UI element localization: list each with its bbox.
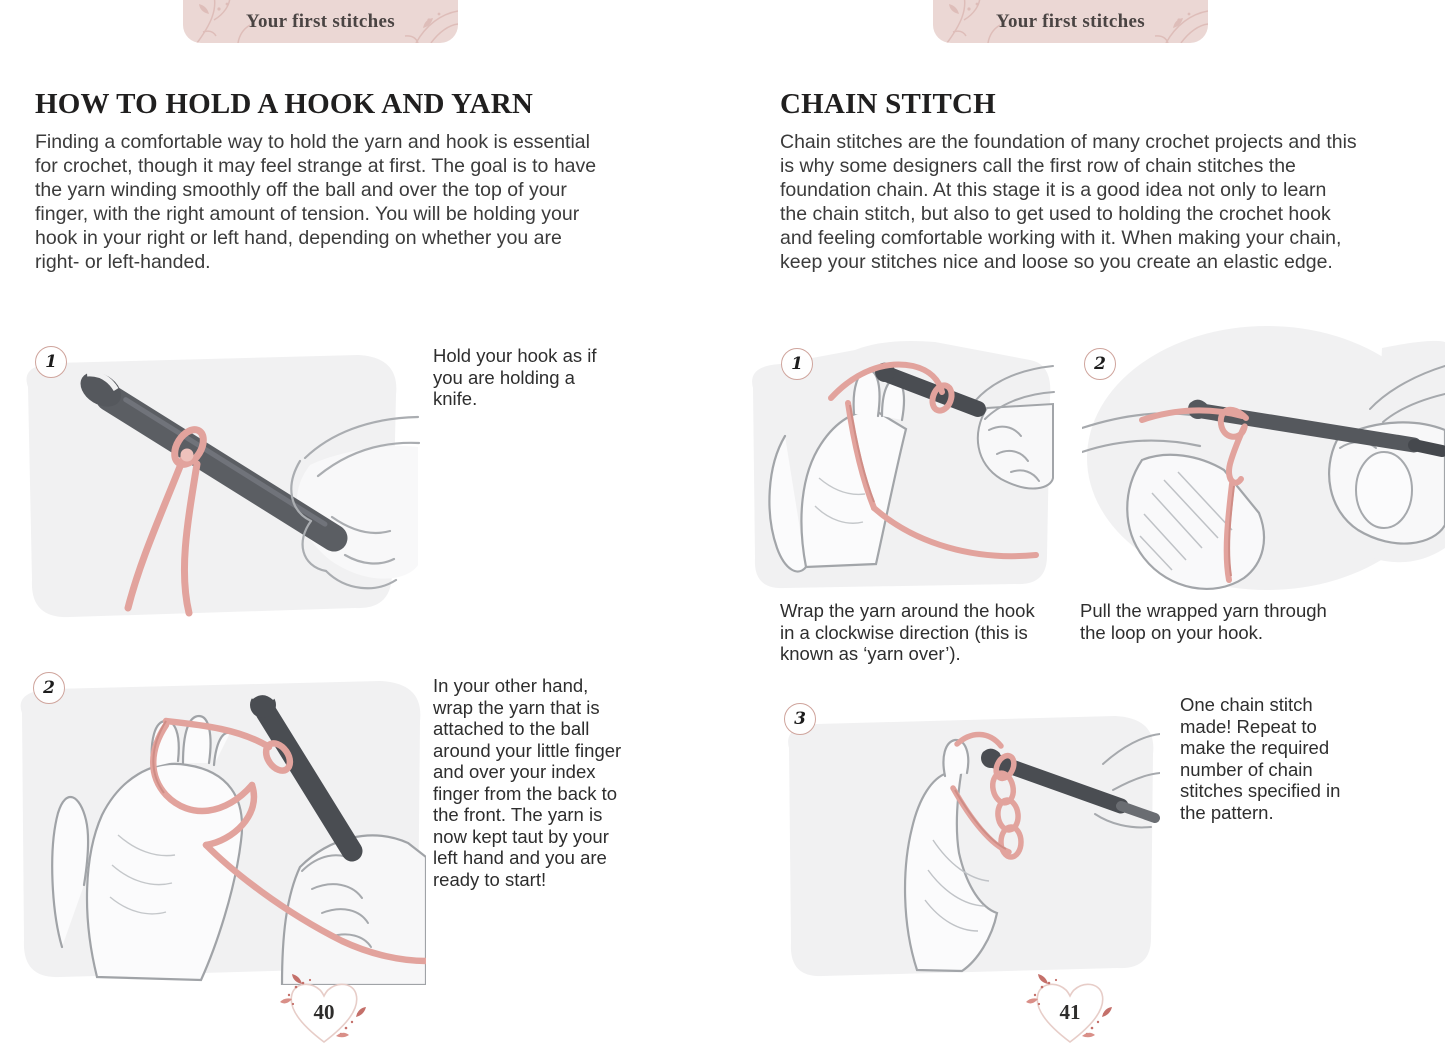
page-footer-left <box>268 970 380 1050</box>
section-tab-left <box>183 0 458 43</box>
page-footer-right <box>1014 970 1126 1050</box>
step-number: 1 <box>45 352 57 372</box>
section-tab-label: Your first stitches <box>996 11 1145 32</box>
step-badge <box>35 346 67 378</box>
step-caption: Pull the wrapped yarn through the loop on your hook. <box>1080 600 1327 643</box>
step-caption: One chain stitch made! Repeat to make the required number of chain stitches specified in the pattern. <box>1180 694 1341 823</box>
step-number: 1 <box>791 354 803 374</box>
step-caption: In your other hand, wrap the yarn that is attached to the ball around your little finger and over your index finger from the back to the front. The yarn is now kept taut by your left hand and you are ready to start! <box>433 675 622 890</box>
illustration-wrap-yarn-hand <box>0 655 426 985</box>
page-number: 40 <box>313 1000 335 1024</box>
section-tab-label: Your first stitches <box>246 11 395 32</box>
section-tab-right <box>933 0 1208 43</box>
step-number: 2 <box>43 678 55 698</box>
step-number: 2 <box>1094 354 1106 374</box>
intro-text-right: Chain stitches are the foundation of many crochet projects and this is why some designers call the first row of chain stitches the foundation chain. At this stage it is a good idea not only to learn the chain stitch, but also to get used to holding the crochet hook and feeling comfortable working with it. When making your chain, keep your stitches nice and loose so you create an elastic edge. <box>780 131 1357 273</box>
page-title-right: CHAIN STITCH <box>780 88 996 120</box>
page-title-left: HOW TO HOLD A HOOK AND YARN <box>35 88 533 120</box>
step-badge <box>33 672 65 704</box>
illustration-chain-made <box>765 668 1160 985</box>
intro-text-left: Finding a comfortable way to hold the yarn and hook is essential for crochet, though it may feel strange at first. The goal is to have the yarn winding smoothly off the ball and over the top of your finger, with the right amount of tension. You will be holding your hook in your right or left hand, depending on whether you are right- or left-handed. <box>35 131 597 273</box>
step-badge <box>1084 348 1116 380</box>
page-number: 41 <box>1059 1000 1081 1024</box>
step-badge <box>781 348 813 380</box>
illustration-yarn-over <box>735 308 1055 595</box>
step-caption: Wrap the yarn around the hook in a clockwise direction (this is known as ‘yarn over’). <box>780 600 1035 664</box>
step-number: 3 <box>794 709 806 729</box>
illustration-pull-through-loop <box>1082 308 1445 595</box>
step-caption: Hold your hook as if you are holding a knife. <box>433 345 597 409</box>
step-badge <box>784 703 816 735</box>
